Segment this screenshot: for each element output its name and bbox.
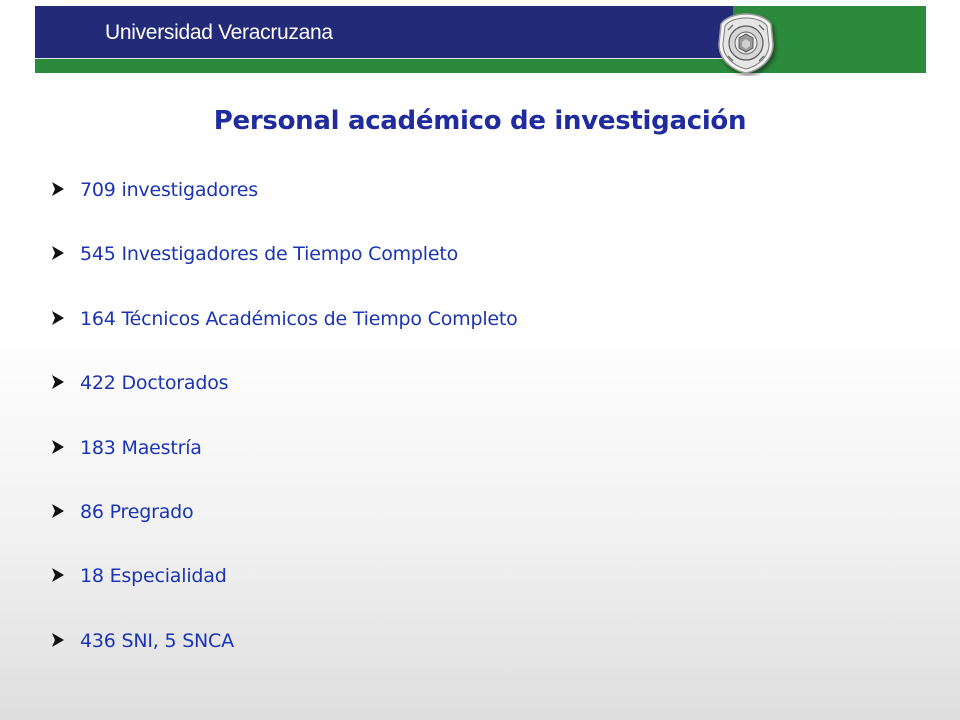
list-item-text: 183 Maestría (80, 436, 202, 459)
arrow-bullet-icon (50, 310, 66, 326)
header-divider (35, 58, 733, 59)
arrow-bullet-icon (50, 439, 66, 455)
university-seal-icon (713, 10, 779, 76)
arrow-bullet-icon (50, 181, 66, 197)
list-item-text: 422 Doctorados (80, 372, 229, 395)
list-item-text: 18 Especialidad (80, 565, 227, 588)
arrow-bullet-icon (50, 374, 66, 390)
list-item-text: 86 Pregrado (80, 500, 194, 523)
list-item-text: 709 investigadores (80, 179, 258, 201)
arrow-bullet-icon (50, 567, 66, 583)
arrow-bullet-icon (50, 632, 66, 648)
list-item-text: 545 Investigadores de Tiempo Completo (80, 243, 459, 266)
arrow-bullet-icon (50, 245, 66, 261)
header-green-strip (35, 58, 733, 73)
university-name: Universidad Veracruzana (105, 21, 333, 44)
list-item-text: 164 Técnicos Académicos de Tiempo Completo (80, 307, 518, 330)
page-title: Personal académico de investigación (213, 106, 747, 136)
header-banner (35, 6, 926, 73)
arrow-bullet-icon (50, 503, 66, 519)
list-item-text: 436 SNI, 5 SNCA (80, 629, 234, 652)
